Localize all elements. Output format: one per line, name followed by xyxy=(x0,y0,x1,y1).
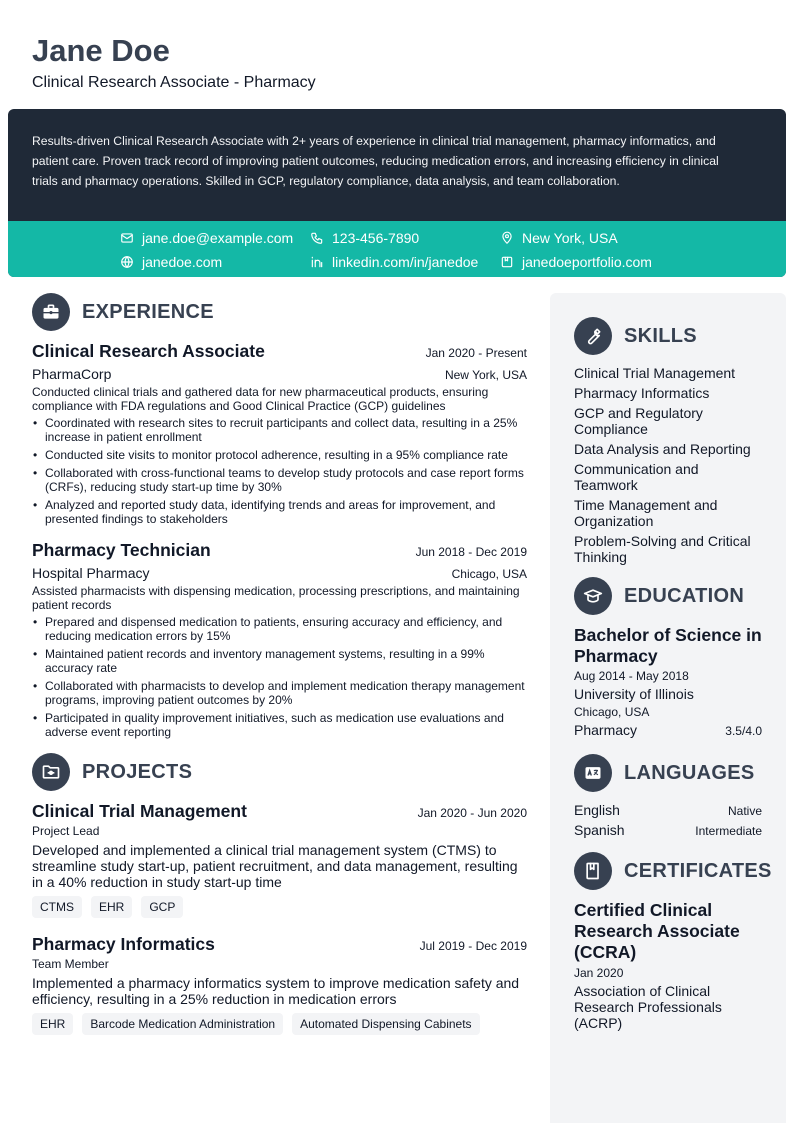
skills-section-header xyxy=(574,317,762,355)
certificate-date: Jan 2020 xyxy=(574,966,624,980)
education-heading: EDUCATION xyxy=(624,584,745,607)
contact-linkedin[interactable] xyxy=(310,253,478,271)
job-dates: Jan 2020 - Present xyxy=(425,346,527,360)
book-icon xyxy=(574,852,612,890)
education-field: Pharmacy xyxy=(574,722,638,738)
education-section-header xyxy=(574,577,762,615)
contact-bar xyxy=(8,221,786,277)
job-description: Conducted clinical trials and gathered data for new pharmaceutical products, ensuring compliance with FDA regulations and Good Clinical Practice (GCP) guidelines xyxy=(32,385,489,413)
job-bullet: • Conducted site visits to monitor protocol adherence, resulting in a 95% compliance rate xyxy=(32,448,527,462)
sidebar-content xyxy=(574,317,772,1043)
job-dates: Jun 2018 - Dec 2019 xyxy=(415,545,527,559)
language-level: Intermediate xyxy=(695,824,762,838)
certificates-section xyxy=(574,852,772,1031)
wrench-icon xyxy=(574,317,612,355)
resume-header xyxy=(32,32,316,92)
main-column xyxy=(32,293,527,1049)
translate-icon xyxy=(574,754,612,792)
job-location: New York, USA xyxy=(444,368,527,382)
project-role: Team Member xyxy=(32,957,109,971)
contact-portfolio[interactable] xyxy=(500,253,652,271)
education-gpa: 3.5/4.0 xyxy=(725,724,762,738)
project-tag: CTMS xyxy=(32,896,82,918)
project-title: Pharmacy Informatics xyxy=(32,934,215,954)
education-dates: Aug 2014 - May 2018 xyxy=(574,669,689,683)
summary-band xyxy=(8,109,786,277)
project-dates: Jan 2020 - Jun 2020 xyxy=(417,806,527,820)
experience-entry xyxy=(32,341,527,526)
job-description: Assisted pharmacists with dispensing medication, processing prescriptions, and maintaining patient records xyxy=(32,584,520,612)
project-tag: GCP xyxy=(141,896,183,918)
languages-section xyxy=(574,754,762,838)
envelope-icon xyxy=(120,231,134,245)
candidate-name: Jane Doe xyxy=(32,33,170,68)
contact-portfolio-text: janedoeportfolio.com xyxy=(522,254,652,270)
contact-website-text: janedoe.com xyxy=(142,254,223,270)
project-tag: EHR xyxy=(91,896,132,918)
project-entry xyxy=(32,934,527,1035)
skill-item: Communication and Teamwork xyxy=(574,461,699,493)
certificates-section-header xyxy=(574,852,772,890)
project-tag: Automated Dispensing Cabinets xyxy=(292,1013,479,1035)
language-item xyxy=(574,802,762,818)
project-tags xyxy=(32,1013,527,1035)
summary-text: Results-driven Clinical Research Associate with 2+ years of experience in clinical trial management, pharmacy informatics, and patient care. Proven track record of improving patient outcomes, reducing medication errors, and increasing efficiency in clinical trials and pharmacy operations. Skilled in GCP, regulatory compliance, data analysis, and team collaboration. xyxy=(32,134,719,188)
map-pin-icon xyxy=(500,231,514,245)
portfolio-icon xyxy=(500,255,514,269)
job-company: Hospital Pharmacy xyxy=(32,565,150,581)
contact-email-text: jane.doe@example.com xyxy=(142,230,294,246)
project-role: Project Lead xyxy=(32,824,100,838)
education-field-row xyxy=(574,722,762,738)
experience-entry xyxy=(32,540,527,739)
language-name: English xyxy=(574,802,620,818)
sidebar xyxy=(550,293,786,1123)
skill-item: Clinical Trial Management xyxy=(574,365,736,381)
contact-phone-text: 123-456-7890 xyxy=(332,230,420,246)
contact-website[interactable] xyxy=(120,253,222,271)
contact-location-text: New York, USA xyxy=(522,230,618,246)
skills-heading: SKILLS xyxy=(624,324,697,347)
projects-heading: PROJECTS xyxy=(82,760,193,783)
job-bullet: • Coordinated with research sites to recruit participants and collect data, resulting in a 25% increase in patient enrollment xyxy=(32,416,527,444)
job-bullets xyxy=(32,615,527,739)
job-bullet: • Analyzed and reported study data, identifying trends and areas for improvement, and presented findings to stakeholders xyxy=(32,498,527,526)
job-bullet: • Collaborated with cross-functional teams to develop study protocols and case report forms (CRFs), reducing study start-up time by 30% xyxy=(32,466,527,494)
project-dates: Jul 2019 - Dec 2019 xyxy=(419,939,527,953)
folder-icon xyxy=(32,753,70,791)
project-tag: EHR xyxy=(32,1013,73,1035)
skills-section xyxy=(574,317,762,565)
job-bullet: • Maintained patient records and inventory management systems, resulting in a 99% accuracy rate xyxy=(32,647,527,675)
project-entry xyxy=(32,801,527,918)
education-degree: Bachelor of Science in Pharmacy xyxy=(574,625,762,666)
skill-item: Pharmacy Informatics xyxy=(574,385,710,401)
languages-heading: LANGUAGES xyxy=(624,761,755,784)
globe-icon xyxy=(120,255,134,269)
phone-icon xyxy=(310,231,324,245)
projects-section-header xyxy=(32,753,527,791)
briefcase-icon xyxy=(32,293,70,331)
job-bullets xyxy=(32,416,527,526)
graduation-cap-icon xyxy=(574,577,612,615)
project-tags xyxy=(32,896,527,918)
contact-location xyxy=(500,229,618,247)
education-school: University of Illinois xyxy=(574,686,694,702)
education-location: Chicago, USA xyxy=(574,705,650,719)
job-bullet: • Collaborated with pharmacists to develop and implement medication therapy management programs, improving patient outcomes by 20% xyxy=(32,679,527,707)
job-bullet: • Participated in quality improvement initiatives, such as medication use evaluations and adverse event reporting xyxy=(32,711,527,739)
skill-item: Problem-Solving and Critical Thinking xyxy=(574,533,751,565)
language-level: Native xyxy=(727,804,762,818)
project-description: Developed and implemented a clinical trial management system (CTMS) to streamline study start-up, patient recruitment, and data management, resulting in a 40% reduction in study start-up time xyxy=(32,842,518,890)
project-description: Implemented a pharmacy informatics system to improve medication safety and efficiency, resulting in a 25% reduction in medication errors xyxy=(32,975,520,1007)
contact-linkedin-text: linkedin.com/in/janedoe xyxy=(332,254,479,270)
contact-phone[interactable] xyxy=(310,229,419,247)
languages-section-header xyxy=(574,754,762,792)
contact-email[interactable] xyxy=(120,229,293,247)
skill-item: Time Management and Organization xyxy=(574,497,718,529)
experience-heading: EXPERIENCE xyxy=(82,300,214,323)
job-location: Chicago, USA xyxy=(451,567,527,581)
job-title: Clinical Research Associate xyxy=(32,341,265,361)
language-name: Spanish xyxy=(574,822,625,838)
skill-item: Data Analysis and Reporting xyxy=(574,441,751,457)
linkedin-icon xyxy=(310,255,324,269)
project-tag: Barcode Medication Administration xyxy=(82,1013,283,1035)
certificate-issuer: Association of Clinical Research Professionals (ACRP) xyxy=(574,983,722,1031)
project-title: Clinical Trial Management xyxy=(32,801,247,821)
language-item xyxy=(574,822,762,838)
job-bullet: • Prepared and dispensed medication to patients, ensuring accuracy and efficiency, and reducing medication errors by 15% xyxy=(32,615,527,643)
education-section xyxy=(574,577,762,738)
job-company: PharmaCorp xyxy=(32,366,112,382)
experience-section-header xyxy=(32,293,527,331)
certificate-name: Certified Clinical Research Associate (CCRA) xyxy=(574,900,740,962)
candidate-title: Clinical Research Associate - Pharmacy xyxy=(32,74,316,91)
job-title: Pharmacy Technician xyxy=(32,540,211,560)
skill-item: GCP and Regulatory Compliance xyxy=(574,405,703,437)
certificates-heading: CERTIFICATES xyxy=(624,859,772,882)
